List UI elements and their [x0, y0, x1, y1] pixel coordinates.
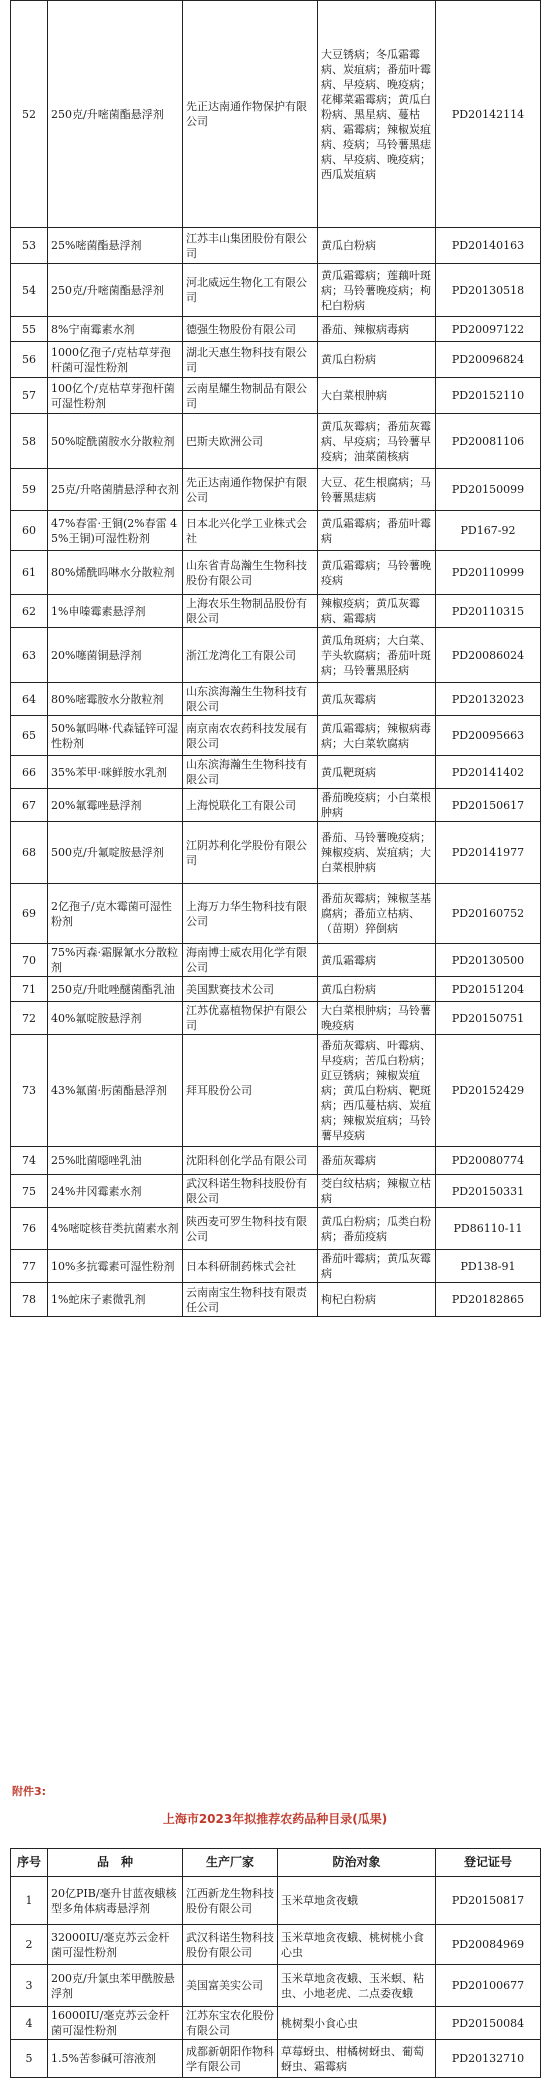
cell-manufacturer: 云南南宝生物科技有限责任公司	[183, 1283, 318, 1317]
cell-variety: 20%噻菌铜悬浮剂	[48, 628, 183, 683]
table-row	[11, 414, 541, 469]
cell-variety: 43%氟菌·肟菌酯悬浮剂	[48, 1035, 183, 1147]
cell-manufacturer: 先正达南通作物保护有限公司	[183, 469, 318, 511]
cell-manufacturer: 云南星耀生物制品有限公司	[183, 378, 318, 414]
cell-manufacturer: 日本北兴化学工业株式会社	[183, 511, 318, 551]
cell-registration: PD20096824	[436, 342, 541, 378]
section-title: 上海市2023年拟推荐农药品种目录(瓜果)	[162, 1812, 388, 1826]
table-row	[11, 1925, 541, 1965]
table-row	[11, 228, 541, 264]
cell-registration: PD20110999	[436, 551, 541, 595]
cell-target: 枸杞白粉病	[318, 1283, 436, 1317]
cell-target: 黄瓜霜霉病；马铃薯晚疫病	[318, 551, 436, 595]
cell-variety: 1000亿孢子/克枯草芽孢杆菌可湿性粉剂	[48, 342, 183, 378]
cell-manufacturer: 武汉科诺生物科技股份有限公司	[183, 1925, 278, 1965]
cell-target: 黄瓜靶斑病	[318, 756, 436, 789]
cell-target: 番茄、马铃薯晚疫病；辣椒疫病、炭疽病；大白菜根肿病	[318, 822, 436, 884]
table-row	[11, 264, 541, 317]
cell-manufacturer: 美国默赛技术公司	[183, 977, 318, 1002]
cell-number: 77	[11, 1250, 48, 1283]
table-row	[11, 511, 541, 551]
table-row	[11, 595, 541, 628]
cell-manufacturer: 美国富美实公司	[183, 1965, 278, 2007]
cell-variety: 20亿PIB/毫升甘蓝夜蛾核型多角体病毒悬浮剂	[48, 1877, 183, 1925]
cell-number: 61	[11, 551, 48, 595]
header-target: 防治对象	[278, 1849, 436, 1877]
cell-number: 75	[11, 1175, 48, 1208]
cell-target: 黄瓜霜霉病；番茄叶霉病	[318, 511, 436, 551]
header-registration: 登记证号	[436, 1849, 541, 1877]
cell-manufacturer: 山东省青岛瀚生生物科技股份有限公司	[183, 551, 318, 595]
table-row	[11, 2007, 541, 2040]
cell-registration: PD20142114	[436, 1, 541, 228]
cell-registration: PD20132023	[436, 683, 541, 716]
cell-number: 62	[11, 595, 48, 628]
cell-number: 4	[11, 2007, 48, 2040]
table-row	[11, 628, 541, 683]
table-row	[11, 1208, 541, 1250]
cell-number: 71	[11, 977, 48, 1002]
table-row	[11, 1877, 541, 1925]
cell-target: 黄瓜白粉病	[318, 228, 436, 264]
cell-variety: 20%氟霉唑悬浮剂	[48, 789, 183, 822]
cell-number: 76	[11, 1208, 48, 1250]
cell-variety: 250克/升吡唑醚菌酯乳油	[48, 977, 183, 1002]
cell-target: 黄瓜霜霉病；莲藕叶斑病；马铃薯晚疫病；枸杞白粉病	[318, 264, 436, 317]
cell-target: 玉米草地贪夜蛾	[278, 1877, 436, 1925]
cell-registration: PD167-92	[436, 511, 541, 551]
cell-manufacturer: 武汉科诺生物科技股份有限公司	[183, 1175, 318, 1208]
cell-manufacturer: 江苏优嘉植物保护有限公司	[183, 1002, 318, 1035]
cell-manufacturer: 江苏东宝农化股份有限公司	[183, 2007, 278, 2040]
cell-number: 55	[11, 317, 48, 342]
table-row	[11, 342, 541, 378]
cell-registration: PD20150084	[436, 2007, 541, 2040]
cell-registration: PD20141977	[436, 822, 541, 884]
cell-variety: 40%氟啶胺悬浮剂	[48, 1002, 183, 1035]
cell-registration: PD20095663	[436, 716, 541, 756]
table-row	[11, 683, 541, 716]
header-variety: 品 种	[48, 1849, 183, 1877]
cell-number: 5	[11, 2040, 48, 2078]
cell-target: 黄瓜白粉病；瓜类白粉病；番茄疫病	[318, 1208, 436, 1250]
table-row	[11, 789, 541, 822]
cell-registration: PD20152429	[436, 1035, 541, 1147]
header-no: 序号	[11, 1849, 48, 1877]
pesticide-table-fruits	[10, 1848, 541, 2078]
cell-manufacturer: 德强生物股份有限公司	[183, 317, 318, 342]
cell-number: 60	[11, 511, 48, 551]
appendix-label: 附件3:	[12, 1785, 47, 1798]
cell-variety: 35%苯甲·咪鲜胺水乳剂	[48, 756, 183, 789]
cell-number: 78	[11, 1283, 48, 1317]
cell-variety: 1.5%苦参碱可溶液剂	[48, 2040, 183, 2078]
cell-number: 74	[11, 1147, 48, 1175]
cell-manufacturer: 海南博士威农用化学有限公司	[183, 944, 318, 977]
cell-variety: 47%春雷·王铜(2%春雷 45%王铜)可湿性粉剂	[48, 511, 183, 551]
cell-registration: PD20130518	[436, 264, 541, 317]
cell-variety: 25克/升咯菌腈悬浮种衣剂	[48, 469, 183, 511]
cell-target: 黄瓜白粉病	[318, 977, 436, 1002]
cell-manufacturer: 上海万力华生物科技有限公司	[183, 884, 318, 944]
cell-target: 番茄灰霉病、叶霉病、早疫病；苦瓜白粉病；豇豆锈病；辣椒炭疽病；黄瓜白粉病、靶斑病；西瓜蔓枯病、炭疽病；辣椒炭疽病；马铃薯早疫病	[318, 1035, 436, 1147]
cell-target: 番茄晚疫病；小白菜根肿病	[318, 789, 436, 822]
cell-number: 52	[11, 1, 48, 228]
cell-manufacturer: 江阴苏利化学股份有限公司	[183, 822, 318, 884]
cell-manufacturer: 陕西麦可罗生物科技有限公司	[183, 1208, 318, 1250]
table-row	[11, 1002, 541, 1035]
cell-variety: 32000IU/毫克苏云金杆菌可湿性粉剂	[48, 1925, 183, 1965]
cell-manufacturer: 先正达南通作物保护有限公司	[183, 1, 318, 228]
cell-number: 67	[11, 789, 48, 822]
cell-target: 玉米草地贪夜蛾、玉米螟、粘虫、小地老虎、二点委夜蛾	[278, 1965, 436, 2007]
cell-number: 73	[11, 1035, 48, 1147]
cell-variety: 1%蛇床子素微乳剂	[48, 1283, 183, 1317]
cell-registration: PD20150817	[436, 1877, 541, 1925]
cell-variety: 25%嘧菌酯悬浮剂	[48, 228, 183, 264]
cell-variety: 16000IU/毫克苏云金杆菌可湿性粉剂	[48, 2007, 183, 2040]
cell-variety: 4%嘧啶核苷类抗菌素水剂	[48, 1208, 183, 1250]
table-row	[11, 469, 541, 511]
cell-number: 57	[11, 378, 48, 414]
cell-number: 68	[11, 822, 48, 884]
cell-number: 69	[11, 884, 48, 944]
cell-target: 大白菜根肿病；马铃薯晚疫病	[318, 1002, 436, 1035]
table-header-row	[11, 1849, 541, 1877]
cell-number: 56	[11, 342, 48, 378]
cell-number: 2	[11, 1925, 48, 1965]
cell-registration: PD20100677	[436, 1965, 541, 2007]
cell-registration: PD20130500	[436, 944, 541, 977]
table-row	[11, 1, 541, 228]
cell-target: 茭白纹枯病；辣椒立枯病	[318, 1175, 436, 1208]
table-row	[11, 1250, 541, 1283]
table-row	[11, 944, 541, 977]
cell-variety: 100亿个/克枯草芽孢杆菌可湿性粉剂	[48, 378, 183, 414]
cell-variety: 10%多抗霉素可湿性粉剂	[48, 1250, 183, 1283]
table-row	[11, 317, 541, 342]
cell-registration: PD20150099	[436, 469, 541, 511]
pesticide-table-body	[11, 1877, 541, 2078]
cell-variety: 2亿孢子/克木霉菌可湿性粉剂	[48, 884, 183, 944]
cell-manufacturer: 山东滨海瀚生生物科技有限公司	[183, 683, 318, 716]
cell-manufacturer: 山东滨海瀚生生物科技有限公司	[183, 756, 318, 789]
pesticide-table-body	[11, 1, 541, 1317]
table-row	[11, 884, 541, 944]
cell-registration: PD20182865	[436, 1283, 541, 1317]
pesticide-table-vegetables	[10, 0, 541, 1317]
cell-number: 72	[11, 1002, 48, 1035]
cell-registration: PD20150331	[436, 1175, 541, 1208]
cell-manufacturer: 江苏丰山集团股份有限公司	[183, 228, 318, 264]
cell-target: 大白菜根肿病	[318, 378, 436, 414]
cell-variety: 250克/升嘧菌酯悬浮剂	[48, 264, 183, 317]
cell-number: 3	[11, 1965, 48, 2007]
table-row	[11, 977, 541, 1002]
cell-target: 番茄叶霉病；黄瓜灰霉病	[318, 1250, 436, 1283]
cell-target: 番茄灰霉病；辣椒茎基腐病；番茄立枯病、（苗期）猝倒病	[318, 884, 436, 944]
table-row	[11, 1035, 541, 1147]
cell-registration: PD20141402	[436, 756, 541, 789]
cell-target: 玉米草地贪夜蛾、桃树桃小食心虫	[278, 1925, 436, 1965]
cell-target: 黄瓜白粉病	[318, 342, 436, 378]
cell-registration: PD20110315	[436, 595, 541, 628]
cell-number: 70	[11, 944, 48, 977]
cell-registration: PD138-91	[436, 1250, 541, 1283]
table-row	[11, 1175, 541, 1208]
table-row	[11, 822, 541, 884]
cell-registration: PD20160752	[436, 884, 541, 944]
cell-number: 63	[11, 628, 48, 683]
cell-registration: PD20150751	[436, 1002, 541, 1035]
cell-manufacturer: 成都新朝阳作物科学有限公司	[183, 2040, 278, 2078]
cell-target: 黄瓜灰霉病；番茄灰霉病、早疫病；马铃薯早疫病；油菜菌核病	[318, 414, 436, 469]
cell-number: 53	[11, 228, 48, 264]
table-row	[11, 2040, 541, 2078]
table-row	[11, 1283, 541, 1317]
cell-variety: 250克/升嘧菌酯悬浮剂	[48, 1, 183, 228]
cell-target: 黄瓜角斑病；大白菜、芋头软腐病；番茄叶斑病；马铃薯黑胫病	[318, 628, 436, 683]
cell-variety: 80%烯酰吗啉水分散粒剂	[48, 551, 183, 595]
header-manufacturer: 生产厂家	[183, 1849, 278, 1877]
cell-number: 66	[11, 756, 48, 789]
cell-variety: 24%井冈霉素水剂	[48, 1175, 183, 1208]
table-row	[11, 716, 541, 756]
cell-target: 番茄、辣椒病毒病	[318, 317, 436, 342]
cell-target: 辣椒疫病；黄瓜灰霉病、霜霉病	[318, 595, 436, 628]
cell-manufacturer: 浙江龙湾化工有限公司	[183, 628, 318, 683]
cell-variety: 75%丙森·霜脲氰水分散粒剂	[48, 944, 183, 977]
cell-target: 黄瓜灰霉病	[318, 683, 436, 716]
table-row	[11, 551, 541, 595]
cell-target: 番茄灰霉病	[318, 1147, 436, 1175]
cell-variety: 80%嘧霉胺水分散粒剂	[48, 683, 183, 716]
cell-variety: 8%宁南霉素水剂	[48, 317, 183, 342]
cell-variety: 500克/升氟啶胺悬浮剂	[48, 822, 183, 884]
table-row	[11, 378, 541, 414]
cell-registration: PD20081106	[436, 414, 541, 469]
cell-number: 64	[11, 683, 48, 716]
cell-variety: 50%氟吗啉·代森锰锌可湿性粉剂	[48, 716, 183, 756]
cell-manufacturer: 南京南农农药科技发展有限公司	[183, 716, 318, 756]
cell-manufacturer: 巴斯夫欧洲公司	[183, 414, 318, 469]
cell-manufacturer: 沈阳科创化学品有限公司	[183, 1147, 318, 1175]
table-row	[11, 756, 541, 789]
cell-variety: 1%申嗪霉素悬浮剂	[48, 595, 183, 628]
cell-number: 58	[11, 414, 48, 469]
cell-number: 65	[11, 716, 48, 756]
cell-registration: PD20151204	[436, 977, 541, 1002]
cell-target: 桃树梨小食心虫	[278, 2007, 436, 2040]
cell-registration: PD20084969	[436, 1925, 541, 1965]
cell-registration: PD20086024	[436, 628, 541, 683]
cell-manufacturer: 河北威远生物化工有限公司	[183, 264, 318, 317]
cell-registration: PD20080774	[436, 1147, 541, 1175]
cell-target: 大豆锈病；冬瓜霜霉病、炭疽病；番茄叶霉病、早疫病、晚疫病；花椰菜霜霉病；黄瓜白粉病、黑星病、蔓枯病、霜霉病；辣椒炭疽病、疫病；马铃薯黑痣病、早疫病、晚疫病；西瓜炭疽病	[318, 1, 436, 228]
cell-number: 54	[11, 264, 48, 317]
cell-registration: PD20152110	[436, 378, 541, 414]
cell-registration: PD20132710	[436, 2040, 541, 2078]
cell-manufacturer: 上海悦联化工有限公司	[183, 789, 318, 822]
cell-manufacturer: 上海农乐生物制品股份有限公司	[183, 595, 318, 628]
cell-manufacturer: 湖北天惠生物科技有限公司	[183, 342, 318, 378]
cell-variety: 25%吡菌噁唑乳油	[48, 1147, 183, 1175]
cell-manufacturer: 江西新龙生物科技股份有限公司	[183, 1877, 278, 1925]
cell-target: 黄瓜霜霉病；辣椒病毒病；大白菜软腐病	[318, 716, 436, 756]
cell-target: 草莓蚜虫、柑橘树蚜虫、葡萄蚜虫、霜霉病	[278, 2040, 436, 2078]
cell-registration: PD86110-11	[436, 1208, 541, 1250]
cell-target: 黄瓜霜霉病	[318, 944, 436, 977]
cell-registration: PD20097122	[436, 317, 541, 342]
cell-number: 59	[11, 469, 48, 511]
cell-variety: 200克/升氯虫苯甲酰胺悬浮剂	[48, 1965, 183, 2007]
cell-number: 1	[11, 1877, 48, 1925]
cell-manufacturer: 拜耳股份公司	[183, 1035, 318, 1147]
cell-target: 大豆、花生根腐病；马铃薯黑痣病	[318, 469, 436, 511]
table-row	[11, 1965, 541, 2007]
cell-registration: PD20150617	[436, 789, 541, 822]
cell-manufacturer: 日本科研制药株式会社	[183, 1250, 318, 1283]
cell-variety: 50%啶酰菌胺水分散粒剂	[48, 414, 183, 469]
table-row	[11, 1147, 541, 1175]
cell-registration: PD20140163	[436, 228, 541, 264]
